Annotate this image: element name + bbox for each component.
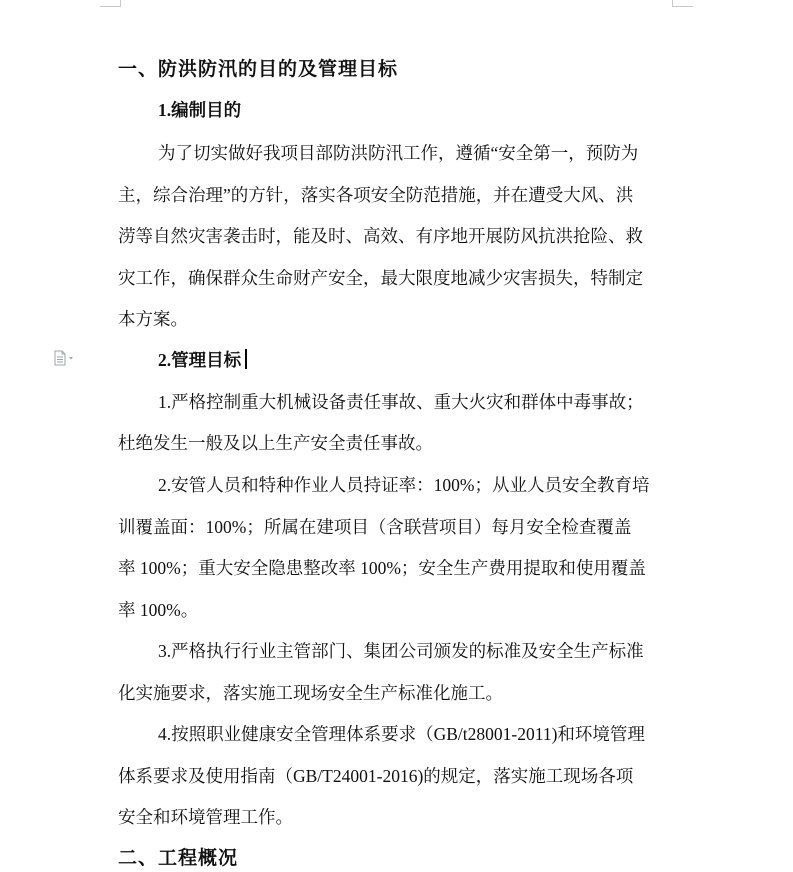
paragraph-line: 涝等自然灾害袭击时，能及时、高效、有序地开展防风抗洪抢险、救 — [118, 226, 643, 246]
paragraph-line: 2.安管人员和特种作业人员持证率：100%；从业人员安全教育培 — [158, 475, 650, 495]
paragraph-line: 1.严格控制重大机械设备责任事故、重大火灾和群体中毒事故； — [158, 392, 644, 412]
page-corner-mark-right — [672, 0, 693, 7]
paragraph-line: 3.严格执行行业主管部门、集团公司颁发的标准及安全生产标准 — [158, 641, 644, 661]
paragraph-line: 训覆盖面：100%；所属在建项目（含联营项目）每月安全检查覆盖 — [118, 517, 632, 537]
paragraph-line: 体系要求及使用指南（GB/T24001-2016)的规定，落实施工现场各项 — [118, 766, 634, 786]
subheading-purpose: 1.编制目的 — [158, 100, 242, 120]
paragraph-line: 主，综合治理”的方针，落实各项安全防范措施，并在遭受大风、洪 — [118, 185, 634, 205]
section-heading-1: 一、防洪防汛的目的及管理目标 — [118, 59, 399, 80]
paragraph-line: 率 100%。 — [118, 600, 199, 620]
paragraph-line: 灾工作，确保群众生命财产安全，最大限度地减少灾害损失，特制定 — [118, 268, 643, 288]
paragraph-line: 杜绝发生一般及以上生产安全责任事故。 — [118, 433, 433, 453]
page-corner-mark-left — [100, 0, 121, 7]
subheading-goals-text: 2.管理目标 — [158, 350, 242, 370]
paragraph-line: 为了切实做好我项目部防洪防汛工作，遵循“安全第一，预防为 — [158, 143, 639, 163]
text-cursor — [245, 349, 247, 369]
paragraph-line: 本方案。 — [118, 309, 188, 329]
paragraph-line: 4.按照职业健康安全管理体系要求（GB/t28001-2011)和环境管理 — [158, 724, 645, 744]
section-heading-2: 二、工程概况 — [118, 848, 239, 869]
paragraph-line: 化实施要求，落实施工现场安全生产标准化施工。 — [118, 683, 503, 703]
paragraph-line: 率 100%；重大安全隐患整改率 100%；安全生产费用提取和使用覆盖 — [118, 558, 646, 578]
subheading-goals[interactable] — [158, 348, 247, 372]
paragraph-line: 安全和环境管理工作。 — [118, 807, 293, 827]
paragraph-options-icon[interactable] — [53, 350, 75, 366]
